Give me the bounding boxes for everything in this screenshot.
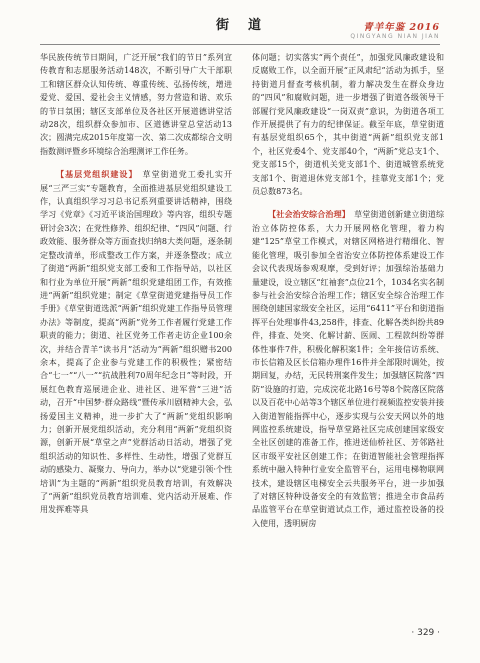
left-column	[40, 51, 232, 621]
paragraph-party-organization	[40, 168, 232, 517]
section-heading-public-security: 【社会治安综合治理】	[268, 209, 346, 220]
paragraph-civilization-continued: 华民族传统节日期间，广泛开展“我们的节日”系列宣传教育和志愿服务活动148次，不断引导广大干部职工和辖区群众认知传统、尊重传统、弘扬传统，增进爱党、爱国、爱社会主义情感，努力营造和谐、欢乐的节日氛围；辖区支部单位及各社区开展道德讲堂活动28次，组织群众参加市、区道德讲堂总堂活动13次；圆满完成2015年度第一次、第二次成都综合文明指数测评暨乡环境综合治理测评工作任务。	[40, 53, 232, 156]
paragraph-party-organization-body: 草堂街道党工委扎实开展“三严三实”专题教育，全面推进基层党组织建设工作，认真组织学习习总书记系列重要讲话精神，围绕学习《党章》《习近平谈治国理政》等内容，组织专题研讨会3次；在党性修养、组织纪律、“四风”问题、行政效能、服务群众等方面查找归纳8大类问题，逐条制定整改清单，形成整改工作方案，并逐条整改；成立了街道“两新”组织党支部工委和工作指导站，以社区和行业为单位开展“两新”组织党建组团工作，有效推进“两新”组织党建；制定《草堂街道党建指导员工作手册》《草堂街道选派“两新”组织党建工作指导员管理办法》等制度，提高“两新”党务工作者履行党建工作职责的能力；街道、社区党务工作者走访企业100余次，并结合青羊“读书月”活动为“两新”组织赠书200余本，提高了企业参与党建工作的积极性；紧密结合“七一”“八一”“抗战胜利70周年纪念日”等时段，开展红色教育巡展进企业、进社区、进军营“三进”活动，召开“中国梦·群众路线”暨传承川剧精神大会，弘扬爱国主义精神，进一步扩大了“两新”党组织影响力；创新开展党组织活动，充分利用“两新”党组织资源，创新开展“草堂之声”党群活动日活动，增强了党组织活动的知识性、多样性、生动性，增强了党群互动的感染力、凝聚力、导向力，举办以“党建引领·个性培训”为主题的“两新”组织党员教育培训，有效解决了“两新”组织党员教育培训难、党内活动开展难、作用发挥难等具	[40, 170, 232, 515]
yearbook-title: 青羊年鉴 2016	[363, 22, 440, 33]
body-columns	[40, 51, 444, 621]
paragraph-public-security-body: 草堂街道创新建立街道综治立体防控体系，大力开展网格化管理，着力构建“125”草堂工作模式，对辖区网格进行精细化、智能化管理，吸引参加全省治安立体防控体系建设工作会议代表现场参观观摩，受到好评；加强综治基础力量建设，设立辖区“红袖套”点位21个，1034名实名制参与社会治安综合治理工作；辖区安全综合治理工作围绕创建国家级安全社区，运用“6411”平台和街道指挥平台处理事件43,258件，排查、化解各类纠纷共89件，排查、处突、化解讨薪、医闹、工程款纠纷等群体性事件7件，积极化解积案1件；全年接信访系统、市长信箱及区长信箱办理件16件并全部限时调处，按期回复，办结，无民转刑案件发生；加强辖区院落“四防”设施的打造，完成浣花北路16号等8个院落区院落以及百花中心站等3个辖区单位进行视频监控安装并接入街道智能指挥中心，逐步实现与公安天网以外的地网监控系统建设，指导草堂路社区完成创建国家级安全社区创建的准备工作，推进送仙桥社区、芳邻路社区市级平安社区创建工作；在街道智能社会管理指挥系统中融入特种行业安全监管平台，运用电梯物联网技术，建设辖区电梯安全云共服务平台，进一步加强了对辖区特种设备安全的有效监管；推进全市食品药品监管平台在草堂街道试点工作，通过监控设备的投入使用，透明厨房	[252, 210, 445, 528]
page-header	[40, 0, 440, 50]
paragraph-party-organization-continued: 体问题；切实落实“两个责任”，加强党风廉政建设和反腐败工作，以全面开展“正风肃纪”活动为抓手，坚持街道月督查考核机制，着力解决发生在群众身边的“四风”和腐败问题，进一步增强了街道各级领导干部履行党风廉政建设“一岗双责”意识，为街道各项工作开展提供了有力的纪律保证。截至年底，草堂街道有基层党组织65个，其中街道“两新”组织党支部1个，社区党委4个、党支部40个，“两新”党总支1个、党支部15个，街道机关党支部1个、街道城管系统党支部1个、街道退休党支部1个，挂靠党支部1个；党员总数873名。	[252, 53, 444, 197]
yearbook-pinyin-title: QINGYANG NIAN JIAN	[350, 33, 440, 40]
chapter-title: 街 道	[215, 18, 264, 33]
right-column	[252, 51, 444, 621]
paragraph-public-security	[252, 208, 444, 530]
header-divider	[40, 44, 440, 45]
page-number: · 329 ·	[411, 628, 440, 638]
section-heading-party-organization: 【基层党组织建设】	[56, 169, 134, 180]
